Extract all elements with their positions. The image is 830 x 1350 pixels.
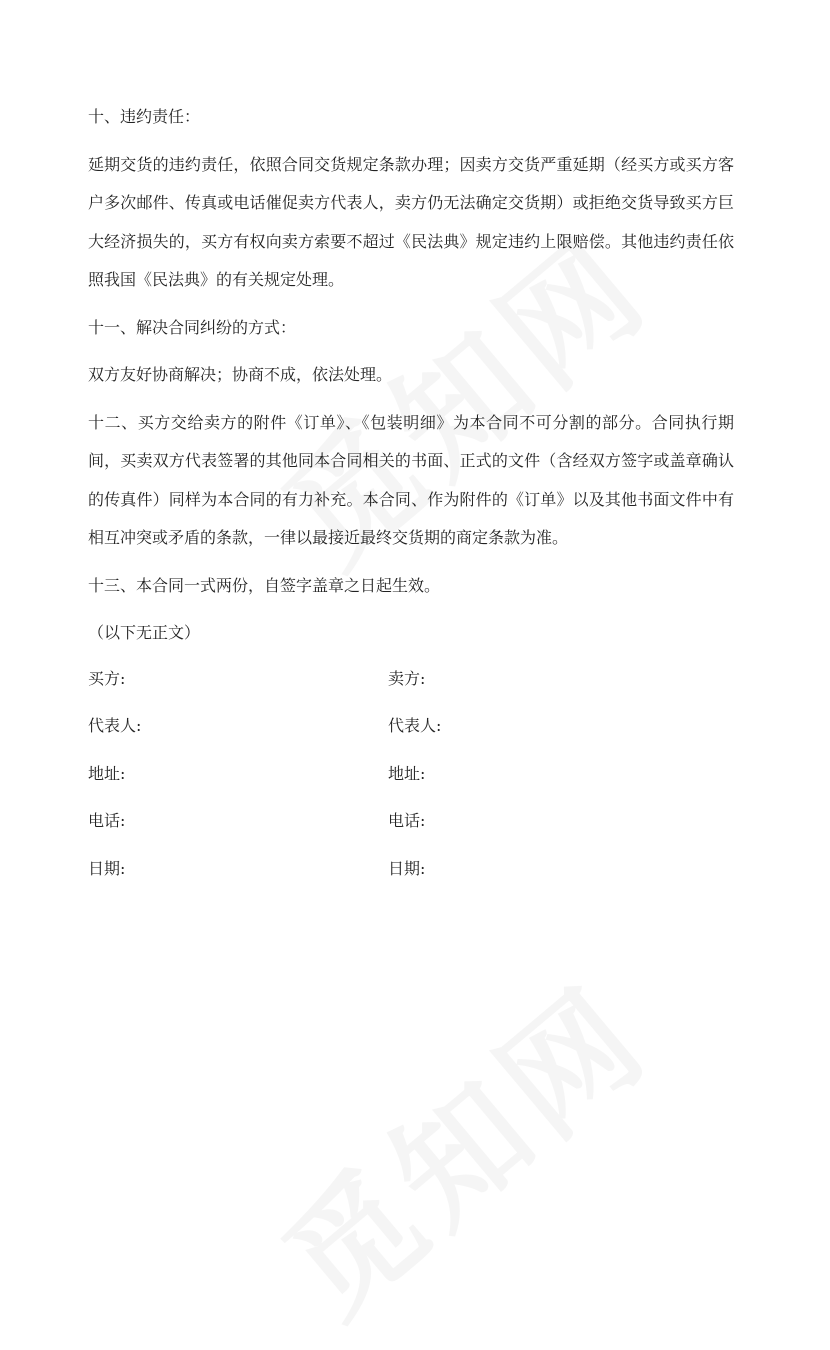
signature-row-representative (88, 709, 734, 757)
paragraph-attachments: 十二、买方交给卖方的附件《订单》、《包装明细》为本合同不可分割的部分。合同执行期间，买卖双方代表签署的其他同本合同相关的书面、正式的文件（含经双方签字或盖章确认的传真件）同样为本合同的有力补充。本合同、作为附件的《订单》以及其他书面文件中有相互冲突或矛盾的条款，一律以最接近最终交货期的商定条款为准。 (88, 412, 734, 547)
buyer-representative-label: 代表人: (88, 716, 142, 735)
paragraph-dispute-resolution: 双方友好协商解决；协商不成，依法处理。 (88, 365, 393, 384)
seller-date-label: 日期: (388, 858, 426, 878)
signature-row-date (88, 852, 734, 900)
seller-representative-label: 代表人: (388, 716, 442, 735)
signature-row-phone (88, 804, 734, 852)
seller-address-label: 地址: (388, 763, 426, 783)
paragraph-effectiveness: 十三、本合同一式两份，自签字盖章之日起生效。 (88, 575, 441, 595)
buyer-address-label: 地址: (88, 763, 126, 783)
buyer-label: 买方: (88, 668, 126, 688)
buyer-date-label: 日期: (88, 858, 126, 878)
seller-phone-label: 电话: (388, 811, 426, 830)
watermark (239, 937, 681, 1350)
paragraph-no-further-text: （以下无正文） (88, 623, 201, 642)
paragraph-breach-liability: 延期交货的违约责任，依照合同交货规定条款办理；因卖方交货严重延期（经买方或买方客户多次邮件、传真或电话催促卖方代表人，卖方仍无法确定交货期）或拒绝交货导致买方巨大经济损失的，买方有权向卖方索要不超过《民法典》规定违约上限赔偿。其他违约责任依照我国《民法典》的有关规定处理。 (88, 154, 734, 289)
section-heading-dispute: 十一、解决合同纠纷的方式： (88, 317, 297, 337)
seller-label: 卖方: (388, 668, 426, 688)
signature-block (88, 662, 734, 900)
document-body (88, 98, 734, 899)
buyer-phone-label: 电话: (88, 811, 126, 830)
signature-row-party (88, 662, 734, 710)
section-heading-breach: 十、违约责任： (88, 107, 201, 126)
signature-row-address (88, 757, 734, 805)
